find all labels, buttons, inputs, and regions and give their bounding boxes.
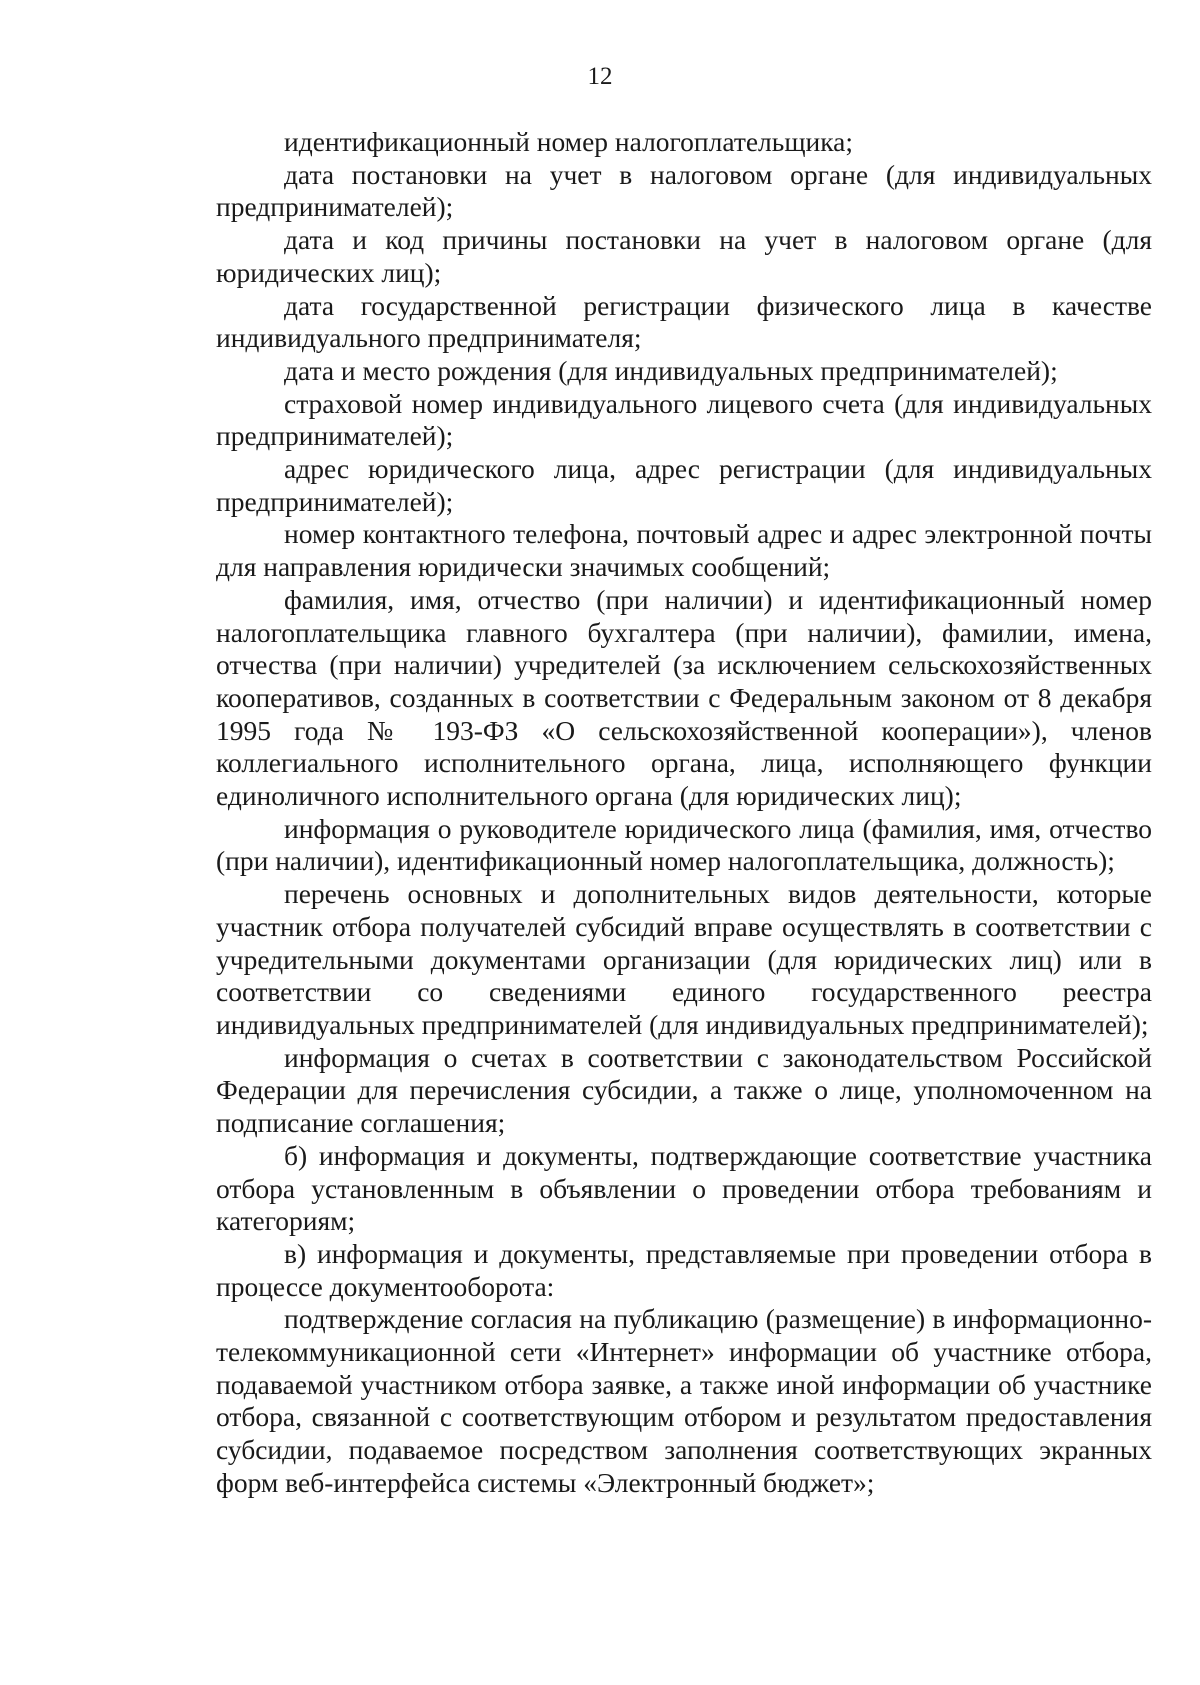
paragraph-activity-types: перечень основных и дополнительных видов деятельности, которые участник отбора получателей субсидий вправе осуществлять в соответствии с учредительными документами организации (для юридических лиц) или в соответствии со сведениями единого государственного реестра индивидуальных предпринимателей (для индивидуальных предпринимателей); (216, 878, 1152, 1040)
paragraph-insurance-number: страховой номер индивидуального лицевого счета (для индивидуальных предпринимателей); (216, 387, 1152, 452)
paragraph-birth-date-place: дата и место рождения (для индивидуальных предпринимателей); (284, 354, 1058, 386)
paragraph-taxpayer-id: идентификационный номер налогоплательщика; (284, 126, 854, 157)
paragraph-legal-address: адрес юридического лица, адрес регистрации (для индивидуальных предпринимателей); (216, 453, 1152, 517)
paragraph-chief-accountant-founders: фамилия, имя, отчество (при наличии) и идентификационный номер налогоплательщика главного бухгалтера (при наличии), фамилии, имена, отчества (при наличии) учредителей (за исключением сельскохозяйственных кооперативов, созданных в соответствии с Федеральным законом от 8 декабря 1995 года № 193-ФЗ «О сельскохозяйственной кооперации»), членов коллегиального исполнительного органа, лица, исполняющего функции единоличного исполнительного органа (для юридических лиц); (216, 583, 1152, 812)
page-number: 12 (587, 63, 613, 90)
paragraph-item-v: в) информация и документы, представляемые при проведении отбора в процессе документооборота: (216, 1237, 1152, 1302)
paragraph-tax-registration-date-ip: дата постановки на учет в налоговом органе (для индивидуальных предпринимателей); (216, 158, 1152, 223)
document-body (216, 126, 1152, 1500)
paragraph-item-b: б) информация и документы, подтверждающие соответствие участника отбора установленным в объявлении о проведении отбора требованиям и категориям; (216, 1139, 1152, 1237)
paragraph-publication-consent: подтверждение согласия на публикацию (размещение) в информационно-телекоммуникационной сети «Интернет» информации об участнике отбора, подаваемой участником отбора заявке, а также иной информации об участнике отбора, связанной с соответствующим отбором и результатом предоставления субсидии, подаваемое посредством заполнения соответствующих экранных форм веб-интерфейса системы «Электронный бюджет»; (216, 1303, 1152, 1498)
paragraph-state-registration-date: дата государственной регистрации физического лица в качестве индивидуального предпринимателя; (216, 289, 1152, 354)
paragraph-bank-accounts: информация о счетах в соответствии с законодательством Российской Федерации для перечисления субсидии, а также о лице, уполномоченном на подписание соглашения; (216, 1041, 1152, 1139)
paragraph-contact-details: номер контактного телефона, почтовый адрес и адрес электронной почты для направления юридически значимых сообщений; (216, 518, 1152, 583)
paragraph-tax-registration-code-legal: дата и код причины постановки на учет в налоговом органе (для юридических лиц); (216, 224, 1152, 288)
paragraph-head-information: информация о руководителе юридического лица (фамилия, имя, отчество (при наличии), идентификационный номер налогоплательщика, должность); (216, 812, 1152, 877)
